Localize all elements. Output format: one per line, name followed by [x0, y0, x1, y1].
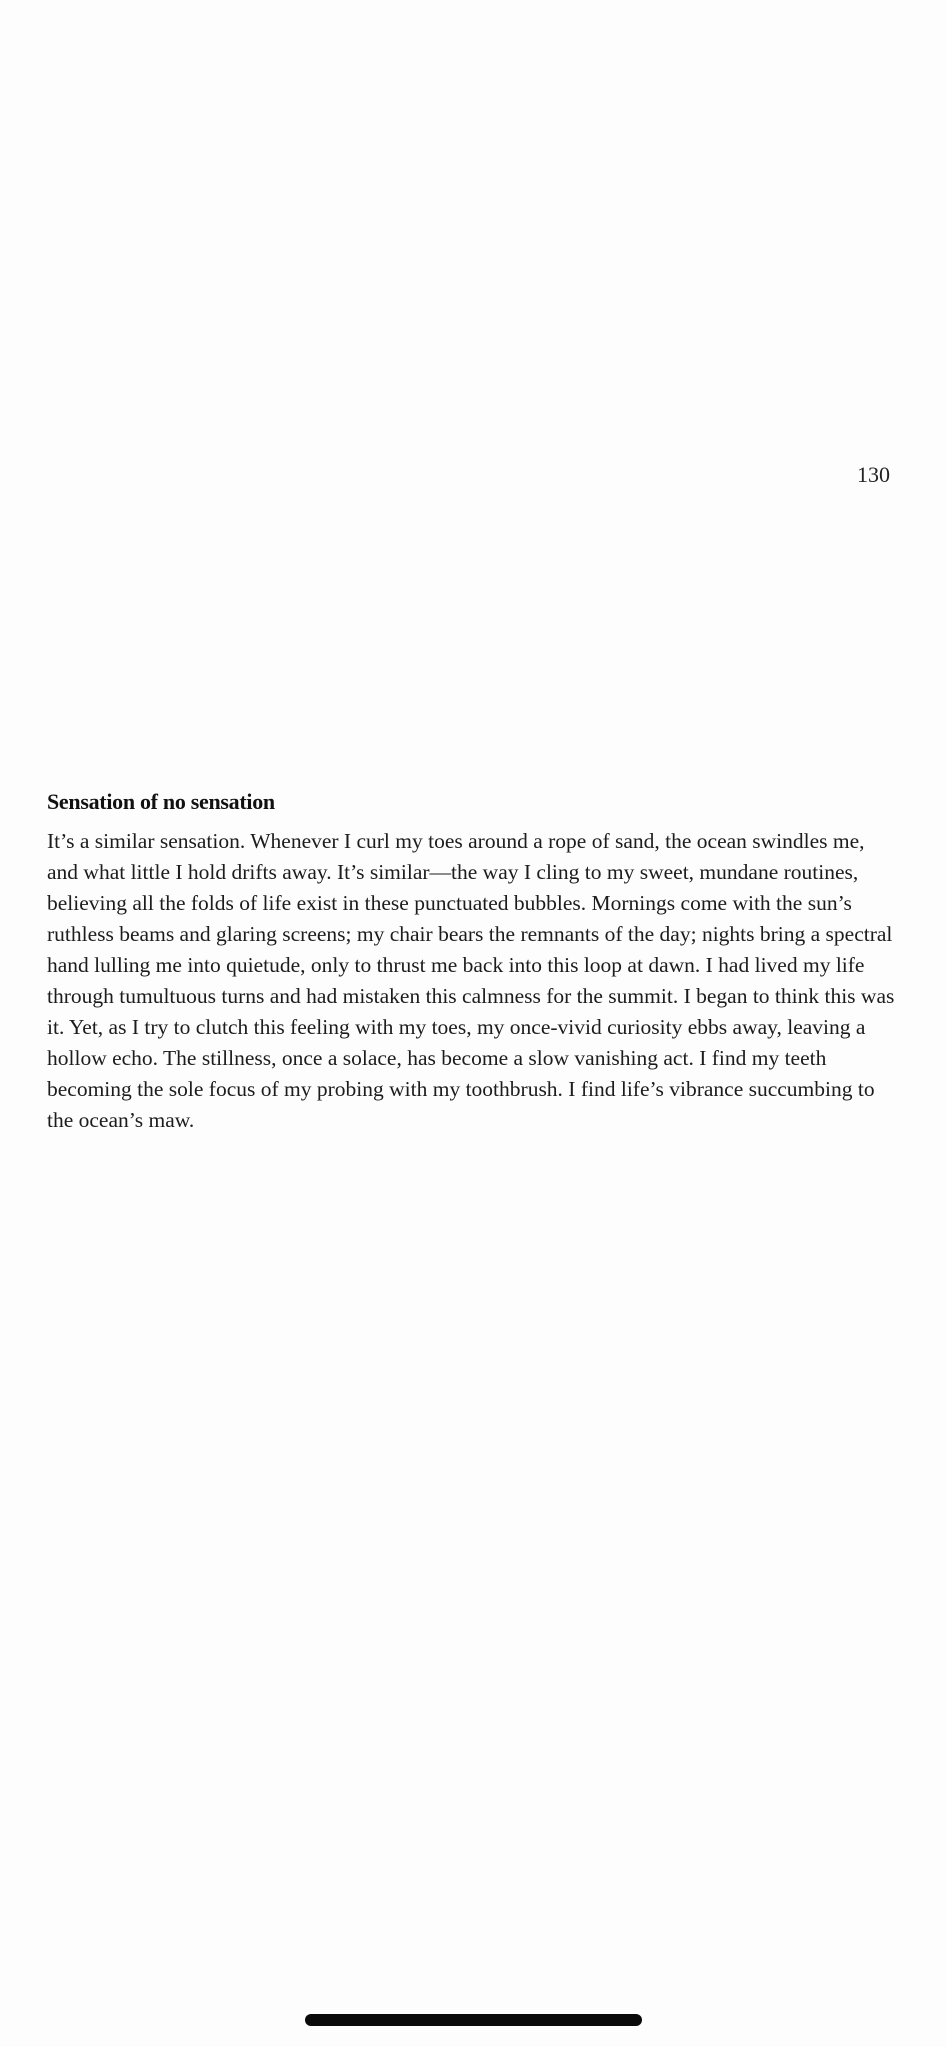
section-body: It’s a similar sensation. Whenever I curl my toes around a rope of sand, the ocean swindles me, and what little I hold drifts away. It’s similar—the way I cling to my sweet, mundane routines, believing all the folds of life exist in these punctuated bubbles. Mornings come with the sun’s ruthless beams and glaring screens; my chair bears the remnants of the day; nights bring a spectral hand lulling me into quietude, only to thrust me back into this loop at dawn. I had lived my life through tumultuous turns and had mistaken this calmness for the summit. I began to think this was it. Yet, as I try to clutch this feeling with my toes, my once-vivid curiosity ebbs away, leaving a hollow echo. The stillness, once a solace, has become a slow vanishing act. I find my teeth becoming the sole focus of my probing with my toothbrush. I find life’s vibrance succumbing to the ocean’s maw.	[47, 829, 895, 1132]
page-number: 130	[857, 462, 890, 487]
section-title: Sensation of no sensation	[47, 789, 275, 814]
article	[47, 786, 899, 1136]
home-indicator[interactable]	[305, 2014, 642, 2026]
